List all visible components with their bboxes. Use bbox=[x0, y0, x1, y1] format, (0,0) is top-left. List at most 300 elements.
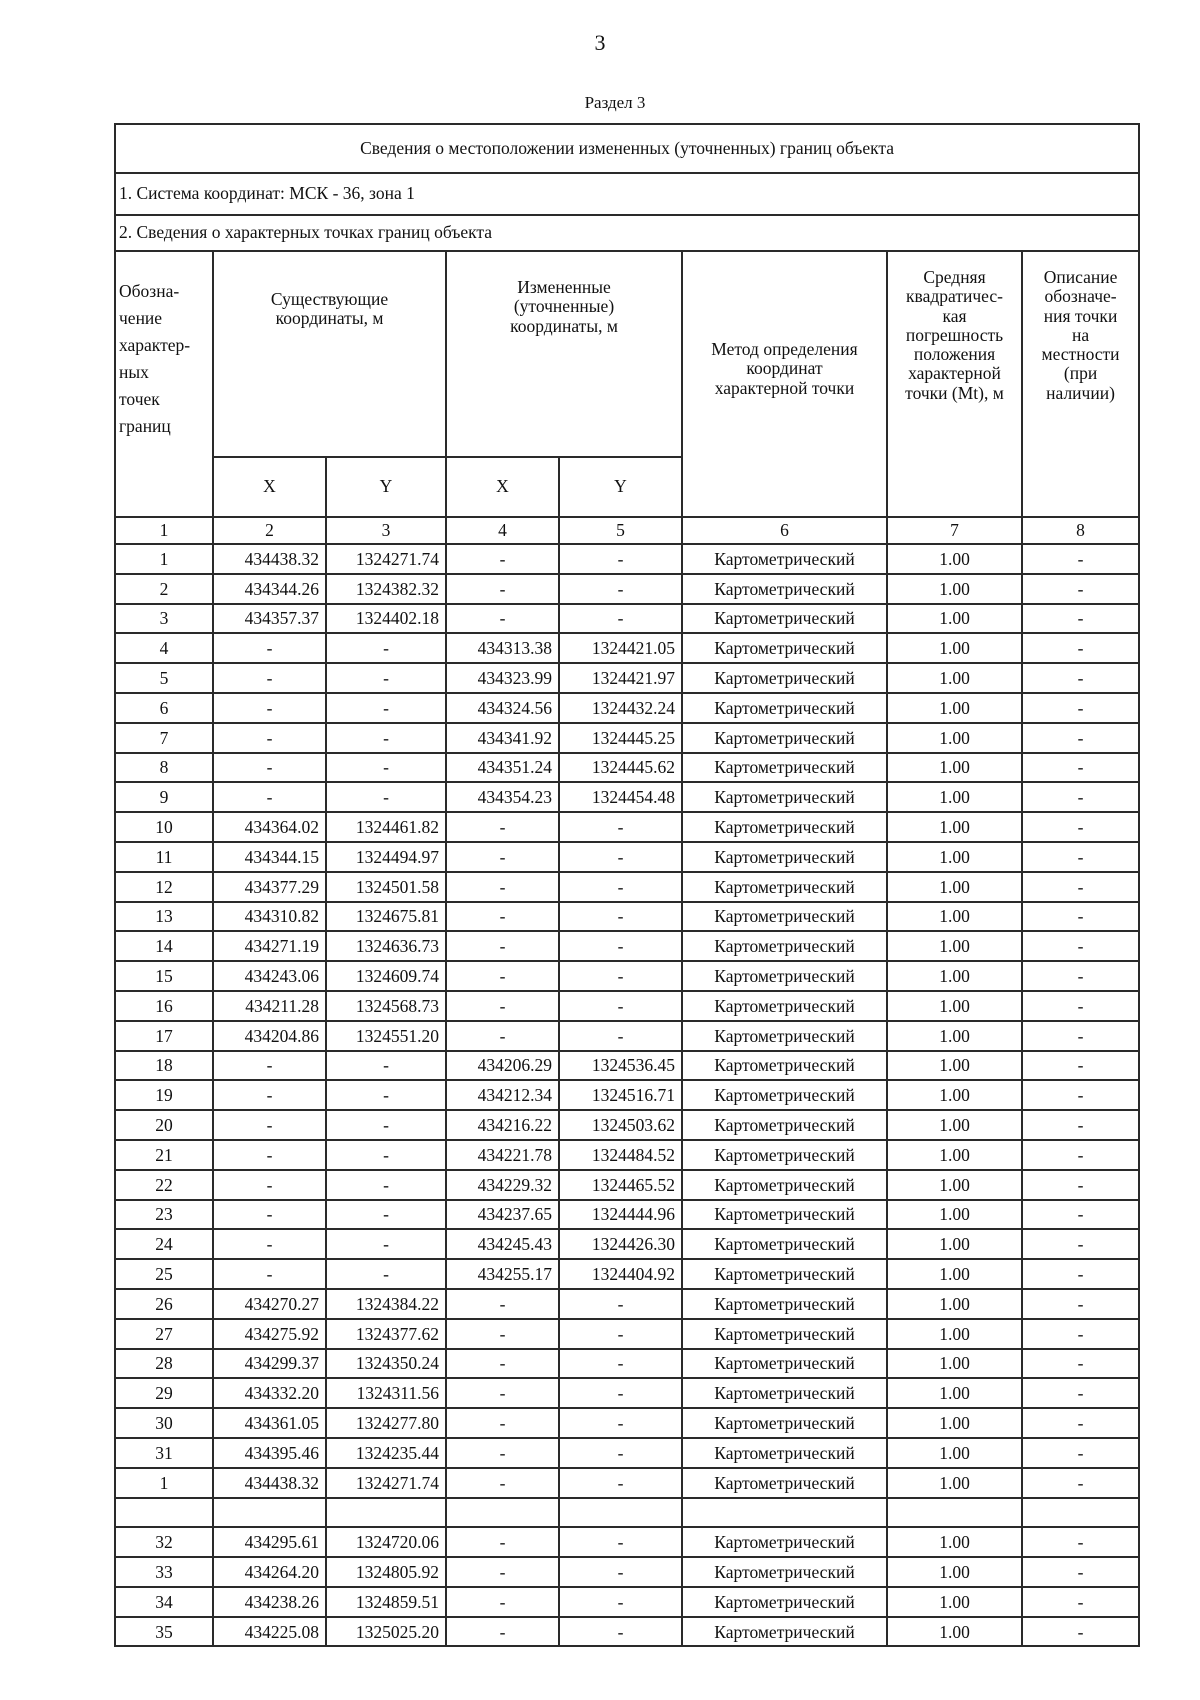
cell-description: - bbox=[1022, 1080, 1139, 1110]
cell-existing-x: - bbox=[213, 1051, 326, 1081]
cell-existing-y: 1324271.74 bbox=[326, 544, 446, 574]
cell-changed-x: 434206.29 bbox=[446, 1051, 559, 1081]
cell-existing-x: 434270.27 bbox=[213, 1289, 326, 1319]
cell-changed-x: 434324.56 bbox=[446, 693, 559, 723]
cell-point-id: 6 bbox=[115, 693, 213, 723]
cell-existing-y: 1324675.81 bbox=[326, 902, 446, 932]
cell-point-id: 18 bbox=[115, 1051, 213, 1081]
cell-changed-x: 434341.92 bbox=[446, 723, 559, 753]
cell-changed-y: 1324404.92 bbox=[559, 1259, 682, 1289]
cell-point-id: 27 bbox=[115, 1319, 213, 1349]
cell-method: Картометрический bbox=[682, 842, 887, 872]
cell-existing-y: 1324382.32 bbox=[326, 574, 446, 604]
cell-changed-y: 1324426.30 bbox=[559, 1229, 682, 1259]
cell-method: Картометрический bbox=[682, 633, 887, 663]
cell-changed-y: 1324465.52 bbox=[559, 1170, 682, 1200]
coordinates-table bbox=[114, 123, 1140, 1647]
cell-error: 1.00 bbox=[887, 1617, 1022, 1647]
cell-changed-x: - bbox=[446, 1438, 559, 1468]
cell-existing-y: - bbox=[326, 1140, 446, 1170]
cell-method: Картометрический bbox=[682, 1557, 887, 1587]
cell-description: - bbox=[1022, 1557, 1139, 1587]
cell-method: Картометрический bbox=[682, 1140, 887, 1170]
header-point: Обозна- чение характер- ных точек границ bbox=[115, 251, 213, 517]
cell-changed-x: 434354.23 bbox=[446, 782, 559, 812]
table-row bbox=[115, 1170, 1139, 1200]
cell-existing-x: 434361.05 bbox=[213, 1408, 326, 1438]
cell-point-id: 12 bbox=[115, 872, 213, 902]
cell-changed-y: - bbox=[559, 1617, 682, 1647]
table-row bbox=[115, 902, 1139, 932]
cell-changed-y: - bbox=[559, 1021, 682, 1051]
cell-description: - bbox=[1022, 961, 1139, 991]
cell-method: Картометрический bbox=[682, 1051, 887, 1081]
cell-point-id: 34 bbox=[115, 1587, 213, 1617]
cell-changed-x: - bbox=[446, 1319, 559, 1349]
cell-point-id: 3 bbox=[115, 604, 213, 634]
cell-changed-y: 1324445.25 bbox=[559, 723, 682, 753]
cell-changed-x: 434229.32 bbox=[446, 1170, 559, 1200]
table-row bbox=[115, 1498, 1139, 1528]
cell-changed-y: - bbox=[559, 1408, 682, 1438]
cell-point-id: 22 bbox=[115, 1170, 213, 1200]
cell-description: - bbox=[1022, 723, 1139, 753]
cell-method: Картометрический bbox=[682, 961, 887, 991]
cell-error: 1.00 bbox=[887, 1527, 1022, 1557]
cell-existing-y: - bbox=[326, 1259, 446, 1289]
cell-error: 1.00 bbox=[887, 931, 1022, 961]
cell-changed-x: 434351.24 bbox=[446, 753, 559, 783]
cell-error: 1.00 bbox=[887, 1200, 1022, 1230]
cell-description: - bbox=[1022, 1349, 1139, 1379]
cell-changed-x: - bbox=[446, 961, 559, 991]
header-existing-coords: Существующие координаты, м bbox=[213, 251, 446, 457]
cell-error: 1.00 bbox=[887, 663, 1022, 693]
cell-existing-x: 434275.92 bbox=[213, 1319, 326, 1349]
cell-error: 1.00 bbox=[887, 1408, 1022, 1438]
cell-existing-y: - bbox=[326, 1170, 446, 1200]
coordinate-system: 1. Система координат: МСК - 36, зона 1 bbox=[115, 173, 1139, 215]
cell-description: - bbox=[1022, 1170, 1139, 1200]
cell-changed-y: - bbox=[559, 1378, 682, 1408]
cell-point-id: 29 bbox=[115, 1378, 213, 1408]
cell-error: 1.00 bbox=[887, 1170, 1022, 1200]
cell-method: Картометрический bbox=[682, 753, 887, 783]
cell-existing-y: 1324568.73 bbox=[326, 991, 446, 1021]
cell-changed-y: - bbox=[559, 1289, 682, 1319]
cell-description: - bbox=[1022, 1319, 1139, 1349]
table-row bbox=[115, 812, 1139, 842]
table-row bbox=[115, 1140, 1139, 1170]
table-row bbox=[115, 782, 1139, 812]
table-row bbox=[115, 1468, 1139, 1498]
cell-existing-y: - bbox=[326, 1051, 446, 1081]
cell-existing-x: 434264.20 bbox=[213, 1557, 326, 1587]
cell-description: - bbox=[1022, 663, 1139, 693]
cell-description bbox=[1022, 1498, 1139, 1528]
cell-existing-x: - bbox=[213, 1229, 326, 1259]
cell-error: 1.00 bbox=[887, 1080, 1022, 1110]
table-title: Сведения о местоположении измененных (уточненных) границ объекта bbox=[115, 124, 1139, 173]
cell-changed-x: - bbox=[446, 1617, 559, 1647]
header-existing-x: X bbox=[213, 457, 326, 517]
cell-changed-y: - bbox=[559, 991, 682, 1021]
cell-description: - bbox=[1022, 1468, 1139, 1498]
cell-existing-x: 434211.28 bbox=[213, 991, 326, 1021]
column-number: 8 bbox=[1022, 517, 1139, 544]
cell-existing-y: 1324235.44 bbox=[326, 1438, 446, 1468]
cell-method: Картометрический bbox=[682, 1200, 887, 1230]
cell-existing-y: 1324461.82 bbox=[326, 812, 446, 842]
cell-existing-x: - bbox=[213, 633, 326, 663]
cell-point-id: 7 bbox=[115, 723, 213, 753]
cell-error: 1.00 bbox=[887, 1229, 1022, 1259]
cell-existing-x: - bbox=[213, 693, 326, 723]
cell-changed-x: 434212.34 bbox=[446, 1080, 559, 1110]
cell-changed-y: - bbox=[559, 872, 682, 902]
cell-existing-y: 1324859.51 bbox=[326, 1587, 446, 1617]
cell-changed-x bbox=[446, 1498, 559, 1528]
cell-existing-y: 1324402.18 bbox=[326, 604, 446, 634]
cell-point-id: 26 bbox=[115, 1289, 213, 1319]
table-row bbox=[115, 1289, 1139, 1319]
cell-changed-x: - bbox=[446, 1021, 559, 1051]
cell-error: 1.00 bbox=[887, 1557, 1022, 1587]
cell-changed-x: - bbox=[446, 931, 559, 961]
cell-method: Картометрический bbox=[682, 574, 887, 604]
cell-error: 1.00 bbox=[887, 1319, 1022, 1349]
cell-existing-y: - bbox=[326, 693, 446, 723]
table-row bbox=[115, 931, 1139, 961]
cell-method: Картометрический bbox=[682, 1378, 887, 1408]
column-number: 7 bbox=[887, 517, 1022, 544]
cell-point-id: 32 bbox=[115, 1527, 213, 1557]
cell-description: - bbox=[1022, 1051, 1139, 1081]
cell-method: Картометрический bbox=[682, 1617, 887, 1647]
cell-point-id: 10 bbox=[115, 812, 213, 842]
cell-changed-y: 1324484.52 bbox=[559, 1140, 682, 1170]
cell-method: Картометрический bbox=[682, 1259, 887, 1289]
cell-changed-x: 434237.65 bbox=[446, 1200, 559, 1230]
cell-method: Картометрический bbox=[682, 1229, 887, 1259]
cell-changed-x: - bbox=[446, 1468, 559, 1498]
cell-point-id bbox=[115, 1498, 213, 1528]
cell-changed-y: - bbox=[559, 1468, 682, 1498]
cell-error: 1.00 bbox=[887, 1259, 1022, 1289]
cell-existing-y: - bbox=[326, 1229, 446, 1259]
cell-existing-x: 434243.06 bbox=[213, 961, 326, 991]
table-row bbox=[115, 1557, 1139, 1587]
cell-changed-x: - bbox=[446, 812, 559, 842]
cell-point-id: 33 bbox=[115, 1557, 213, 1587]
cell-changed-x: 434245.43 bbox=[446, 1229, 559, 1259]
cell-method: Картометрический bbox=[682, 782, 887, 812]
column-number: 3 bbox=[326, 517, 446, 544]
cell-existing-x: 434357.37 bbox=[213, 604, 326, 634]
cell-existing-x: 434332.20 bbox=[213, 1378, 326, 1408]
cell-description: - bbox=[1022, 1229, 1139, 1259]
cell-error: 1.00 bbox=[887, 872, 1022, 902]
cell-error: 1.00 bbox=[887, 1349, 1022, 1379]
header-changed-coords: Измененные (уточненные) координаты, м bbox=[446, 251, 682, 457]
cell-changed-x: - bbox=[446, 544, 559, 574]
cell-existing-x: - bbox=[213, 1259, 326, 1289]
cell-changed-x: - bbox=[446, 902, 559, 932]
cell-existing-x: - bbox=[213, 1170, 326, 1200]
cell-point-id: 35 bbox=[115, 1617, 213, 1647]
cell-error: 1.00 bbox=[887, 693, 1022, 723]
cell-error: 1.00 bbox=[887, 1289, 1022, 1319]
cell-existing-y: 1324311.56 bbox=[326, 1378, 446, 1408]
table-row bbox=[115, 1349, 1139, 1379]
cell-point-id: 20 bbox=[115, 1110, 213, 1140]
cell-method: Картометрический bbox=[682, 902, 887, 932]
header-changed-y: Y bbox=[559, 457, 682, 517]
header-method: Метод определения координат характерной точки bbox=[682, 251, 887, 517]
table-row bbox=[115, 872, 1139, 902]
cell-point-id: 5 bbox=[115, 663, 213, 693]
cell-description: - bbox=[1022, 842, 1139, 872]
cell-existing-y: - bbox=[326, 1080, 446, 1110]
cell-existing-y: 1324551.20 bbox=[326, 1021, 446, 1051]
cell-existing-x: - bbox=[213, 663, 326, 693]
table-row bbox=[115, 1200, 1139, 1230]
cell-method: Картометрический bbox=[682, 872, 887, 902]
cell-method: Картометрический bbox=[682, 1468, 887, 1498]
cell-changed-x: - bbox=[446, 1408, 559, 1438]
cell-method: Картометрический bbox=[682, 991, 887, 1021]
cell-changed-x: - bbox=[446, 1378, 559, 1408]
cell-changed-y: - bbox=[559, 961, 682, 991]
cell-changed-x: - bbox=[446, 574, 559, 604]
cell-method: Картометрический bbox=[682, 693, 887, 723]
cell-existing-x: 434204.86 bbox=[213, 1021, 326, 1051]
cell-description: - bbox=[1022, 1259, 1139, 1289]
table-row bbox=[115, 1408, 1139, 1438]
cell-error: 1.00 bbox=[887, 574, 1022, 604]
column-number: 1 bbox=[115, 517, 213, 544]
column-number: 2 bbox=[213, 517, 326, 544]
table-row bbox=[115, 723, 1139, 753]
cell-changed-y: 1324421.97 bbox=[559, 663, 682, 693]
cell-description: - bbox=[1022, 931, 1139, 961]
cell-existing-y: 1324501.58 bbox=[326, 872, 446, 902]
cell-existing-x: 434238.26 bbox=[213, 1587, 326, 1617]
table-row bbox=[115, 574, 1139, 604]
points-heading: 2. Сведения о характерных точках границ объекта bbox=[115, 215, 1139, 251]
cell-existing-y: - bbox=[326, 633, 446, 663]
cell-error: 1.00 bbox=[887, 1021, 1022, 1051]
cell-existing-y: - bbox=[326, 663, 446, 693]
cell-point-id: 2 bbox=[115, 574, 213, 604]
cell-description: - bbox=[1022, 1110, 1139, 1140]
table-row bbox=[115, 1021, 1139, 1051]
cell-existing-y: 1324384.22 bbox=[326, 1289, 446, 1319]
cell-description: - bbox=[1022, 544, 1139, 574]
cell-point-id: 4 bbox=[115, 633, 213, 663]
cell-point-id: 21 bbox=[115, 1140, 213, 1170]
table-row bbox=[115, 544, 1139, 574]
cell-existing-y: 1324720.06 bbox=[326, 1527, 446, 1557]
cell-existing-y: 1324350.24 bbox=[326, 1349, 446, 1379]
cell-existing-x: - bbox=[213, 753, 326, 783]
cell-existing-y: 1325025.20 bbox=[326, 1617, 446, 1647]
cell-method: Картометрический bbox=[682, 544, 887, 574]
cell-existing-y: - bbox=[326, 1200, 446, 1230]
cell-description: - bbox=[1022, 1140, 1139, 1170]
table-row bbox=[115, 1527, 1139, 1557]
cell-method: Картометрический bbox=[682, 1527, 887, 1557]
table-row bbox=[115, 1110, 1139, 1140]
cell-point-id: 9 bbox=[115, 782, 213, 812]
cell-existing-x: 434395.46 bbox=[213, 1438, 326, 1468]
cell-existing-y: 1324609.74 bbox=[326, 961, 446, 991]
cell-error bbox=[887, 1498, 1022, 1528]
cell-existing-y: - bbox=[326, 782, 446, 812]
cell-point-id: 31 bbox=[115, 1438, 213, 1468]
cell-method: Картометрический bbox=[682, 1319, 887, 1349]
cell-point-id: 11 bbox=[115, 842, 213, 872]
table-row bbox=[115, 1080, 1139, 1110]
cell-changed-x: - bbox=[446, 1289, 559, 1319]
column-number: 5 bbox=[559, 517, 682, 544]
cell-error: 1.00 bbox=[887, 1587, 1022, 1617]
cell-point-id: 15 bbox=[115, 961, 213, 991]
cell-description: - bbox=[1022, 872, 1139, 902]
cell-existing-x: - bbox=[213, 1110, 326, 1140]
table-row bbox=[115, 663, 1139, 693]
cell-description: - bbox=[1022, 753, 1139, 783]
cell-method: Картометрический bbox=[682, 604, 887, 634]
table-row bbox=[115, 1438, 1139, 1468]
cell-changed-y: 1324432.24 bbox=[559, 693, 682, 723]
cell-changed-x: - bbox=[446, 604, 559, 634]
cell-error: 1.00 bbox=[887, 812, 1022, 842]
cell-existing-y: 1324494.97 bbox=[326, 842, 446, 872]
cell-error: 1.00 bbox=[887, 1468, 1022, 1498]
cell-changed-x: 434313.38 bbox=[446, 633, 559, 663]
cell-method: Картометрический bbox=[682, 723, 887, 753]
cell-method: Картометрический bbox=[682, 1110, 887, 1140]
cell-changed-y: - bbox=[559, 1557, 682, 1587]
table-row bbox=[115, 1051, 1139, 1081]
cell-changed-x: - bbox=[446, 1587, 559, 1617]
cell-description: - bbox=[1022, 1378, 1139, 1408]
table-row bbox=[115, 693, 1139, 723]
header-error: Средняя квадратичес- кая погрешность положения характерной точки (Mt), м bbox=[887, 251, 1022, 517]
cell-point-id: 25 bbox=[115, 1259, 213, 1289]
cell-method: Картометрический bbox=[682, 812, 887, 842]
cell-changed-y bbox=[559, 1498, 682, 1528]
cell-error: 1.00 bbox=[887, 544, 1022, 574]
cell-point-id: 24 bbox=[115, 1229, 213, 1259]
cell-point-id: 30 bbox=[115, 1408, 213, 1438]
cell-description: - bbox=[1022, 782, 1139, 812]
cell-changed-y: - bbox=[559, 931, 682, 961]
cell-changed-x: 434323.99 bbox=[446, 663, 559, 693]
cell-point-id: 19 bbox=[115, 1080, 213, 1110]
cell-existing-y: 1324377.62 bbox=[326, 1319, 446, 1349]
cell-method bbox=[682, 1498, 887, 1528]
table-row bbox=[115, 1259, 1139, 1289]
cell-existing-x: 434310.82 bbox=[213, 902, 326, 932]
cell-existing-x: 434438.32 bbox=[213, 1468, 326, 1498]
cell-existing-y: - bbox=[326, 753, 446, 783]
cell-changed-y: - bbox=[559, 812, 682, 842]
cell-existing-y bbox=[326, 1498, 446, 1528]
cell-point-id: 16 bbox=[115, 991, 213, 1021]
cell-changed-x: 434255.17 bbox=[446, 1259, 559, 1289]
cell-existing-x: 434377.29 bbox=[213, 872, 326, 902]
cell-existing-x: - bbox=[213, 1080, 326, 1110]
cell-existing-x: 434295.61 bbox=[213, 1527, 326, 1557]
cell-method: Картометрический bbox=[682, 1438, 887, 1468]
cell-description: - bbox=[1022, 633, 1139, 663]
cell-point-id: 8 bbox=[115, 753, 213, 783]
cell-description: - bbox=[1022, 1438, 1139, 1468]
cell-existing-x: - bbox=[213, 1140, 326, 1170]
cell-error: 1.00 bbox=[887, 991, 1022, 1021]
cell-existing-x: 434271.19 bbox=[213, 931, 326, 961]
cell-error: 1.00 bbox=[887, 1438, 1022, 1468]
cell-changed-y: - bbox=[559, 574, 682, 604]
cell-changed-y: - bbox=[559, 544, 682, 574]
cell-changed-x: - bbox=[446, 1557, 559, 1587]
cell-description: - bbox=[1022, 604, 1139, 634]
table-row bbox=[115, 961, 1139, 991]
cell-error: 1.00 bbox=[887, 753, 1022, 783]
header-description: Описание обозначе- ния точки на местности (при наличии) bbox=[1022, 251, 1139, 517]
cell-point-id: 1 bbox=[115, 544, 213, 574]
cell-description: - bbox=[1022, 812, 1139, 842]
cell-existing-x: 434299.37 bbox=[213, 1349, 326, 1379]
cell-existing-y: - bbox=[326, 723, 446, 753]
table-row bbox=[115, 842, 1139, 872]
cell-point-id: 14 bbox=[115, 931, 213, 961]
cell-description: - bbox=[1022, 1200, 1139, 1230]
cell-method: Картометрический bbox=[682, 1408, 887, 1438]
cell-error: 1.00 bbox=[887, 1140, 1022, 1170]
header-existing-y: Y bbox=[326, 457, 446, 517]
cell-changed-y: 1324445.62 bbox=[559, 753, 682, 783]
cell-description: - bbox=[1022, 1021, 1139, 1051]
cell-changed-y: 1324444.96 bbox=[559, 1200, 682, 1230]
cell-description: - bbox=[1022, 902, 1139, 932]
cell-changed-y: - bbox=[559, 1319, 682, 1349]
cell-error: 1.00 bbox=[887, 723, 1022, 753]
cell-changed-x: - bbox=[446, 1527, 559, 1557]
cell-description: - bbox=[1022, 693, 1139, 723]
table-row bbox=[115, 1587, 1139, 1617]
table-row bbox=[115, 1378, 1139, 1408]
page-number: 3 bbox=[594, 30, 606, 55]
cell-error: 1.00 bbox=[887, 961, 1022, 991]
cell-method: Картометрический bbox=[682, 1021, 887, 1051]
cell-changed-y: 1324454.48 bbox=[559, 782, 682, 812]
table-row bbox=[115, 633, 1139, 663]
cell-error: 1.00 bbox=[887, 633, 1022, 663]
cell-changed-x: - bbox=[446, 991, 559, 1021]
cell-existing-x: - bbox=[213, 1200, 326, 1230]
cell-description: - bbox=[1022, 1408, 1139, 1438]
cell-changed-x: - bbox=[446, 842, 559, 872]
cell-changed-x: - bbox=[446, 1349, 559, 1379]
cell-existing-x: 434225.08 bbox=[213, 1617, 326, 1647]
cell-existing-x: 434364.02 bbox=[213, 812, 326, 842]
cell-error: 1.00 bbox=[887, 782, 1022, 812]
cell-error: 1.00 bbox=[887, 902, 1022, 932]
table-row bbox=[115, 1319, 1139, 1349]
